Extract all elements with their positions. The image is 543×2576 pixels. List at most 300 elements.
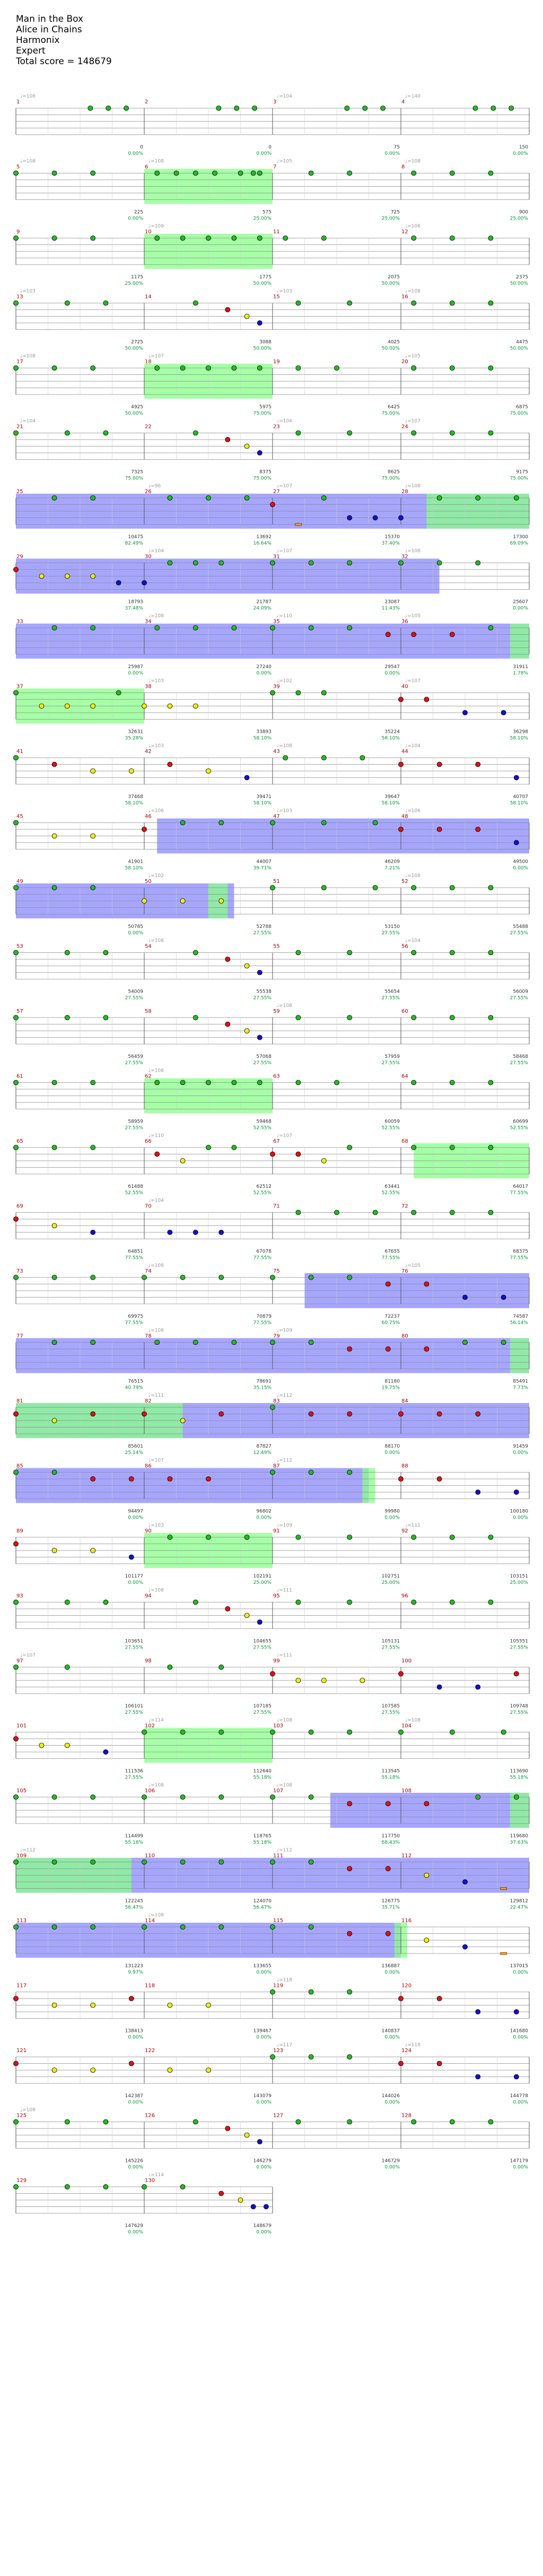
star-power-percent: 0.00% bbox=[128, 216, 143, 222]
note-green bbox=[193, 301, 198, 305]
note-green bbox=[142, 1795, 147, 1800]
note-green bbox=[14, 690, 19, 695]
note-green bbox=[450, 1080, 454, 1085]
note-green bbox=[283, 236, 288, 241]
note-green bbox=[244, 496, 249, 501]
note-green bbox=[14, 1470, 19, 1475]
note-green bbox=[244, 1535, 249, 1540]
note-green bbox=[321, 690, 326, 695]
star-power-percent: 58.10% bbox=[510, 735, 528, 741]
star-power-percent: 0.00% bbox=[513, 1970, 528, 1975]
note-green bbox=[488, 1600, 493, 1605]
star-power-percent: 27.55% bbox=[253, 1710, 272, 1715]
measure-score: 122245 bbox=[125, 1898, 143, 1904]
note-green bbox=[309, 171, 313, 176]
tempo-marking: ♩=108 bbox=[277, 743, 292, 749]
measure-score: 29547 bbox=[384, 664, 400, 670]
star-power-percent: 0.00% bbox=[384, 151, 400, 156]
note-yellow bbox=[52, 1548, 57, 1553]
note-red bbox=[52, 762, 57, 767]
note-blue bbox=[116, 581, 121, 585]
measure-score: 8375 bbox=[259, 469, 272, 475]
note-green bbox=[52, 1470, 57, 1475]
note-green bbox=[373, 1210, 378, 1215]
note-green bbox=[488, 366, 493, 371]
note-green bbox=[347, 626, 352, 630]
note-red bbox=[14, 567, 19, 572]
note-green bbox=[252, 106, 257, 111]
measure-number: 70 bbox=[145, 1203, 152, 1210]
measure-number: 109 bbox=[16, 1853, 27, 1859]
measure-score: 39647 bbox=[384, 794, 400, 800]
note-green bbox=[52, 236, 57, 241]
note-red bbox=[399, 827, 404, 832]
note-red bbox=[142, 1412, 147, 1416]
tempo-marking: ♩=112 bbox=[277, 1458, 292, 1464]
note-green bbox=[450, 1210, 454, 1215]
tempo-marking: ♩=111 bbox=[405, 1523, 421, 1528]
note-yellow bbox=[238, 2198, 243, 2203]
note-green bbox=[52, 1145, 57, 1150]
tempo-marking: ♩=109 bbox=[277, 1328, 292, 1334]
star-power-percent: 11.43% bbox=[381, 606, 400, 611]
star-power-percent: 27.55% bbox=[381, 931, 400, 936]
note-blue bbox=[257, 970, 262, 975]
measure-number: 36 bbox=[401, 619, 408, 625]
note-green bbox=[257, 236, 262, 241]
measure-score: 144026 bbox=[381, 2093, 400, 2099]
measure-score: 114499 bbox=[125, 1834, 143, 1839]
note-green bbox=[347, 1535, 352, 1540]
star-power-percent: 27.55% bbox=[510, 931, 528, 936]
note-green bbox=[347, 2055, 352, 2060]
note-red bbox=[437, 2061, 442, 2066]
note-green bbox=[91, 1925, 95, 1930]
note-green bbox=[193, 1015, 198, 1020]
measure-number: 98 bbox=[145, 1658, 152, 1664]
measure-score: 102191 bbox=[253, 1574, 272, 1579]
measure-score: 117750 bbox=[381, 1834, 400, 1839]
note-green bbox=[347, 1145, 352, 1150]
note-red bbox=[437, 1996, 442, 2001]
note-green bbox=[52, 171, 57, 176]
note-green bbox=[206, 496, 211, 501]
note-green bbox=[488, 1080, 493, 1085]
note-green bbox=[206, 1145, 211, 1150]
note-green bbox=[91, 366, 95, 371]
note-green bbox=[488, 1015, 493, 1020]
note-red bbox=[14, 2061, 19, 2066]
measure-score: 67078 bbox=[256, 1249, 272, 1255]
tempo-marking: ♩=110 bbox=[277, 614, 292, 619]
star-power-percent: 0.00% bbox=[256, 671, 272, 676]
measure-score: 107185 bbox=[253, 1704, 272, 1709]
note-green bbox=[347, 301, 352, 305]
note-green bbox=[488, 236, 493, 241]
measure-score: 15370 bbox=[384, 535, 400, 540]
note-green bbox=[142, 1925, 147, 1930]
measure-number: 19 bbox=[273, 359, 280, 365]
note-red bbox=[399, 1412, 404, 1416]
star-power-percent: 0.00% bbox=[513, 2165, 528, 2170]
measure-score: 72237 bbox=[384, 1314, 400, 1319]
measure-number: 119 bbox=[273, 1983, 284, 1989]
note-green bbox=[335, 1080, 339, 1085]
star-power-percent: 0.00% bbox=[513, 2100, 528, 2105]
star-power-percent: 58.10% bbox=[510, 801, 528, 806]
measure-number: 18 bbox=[145, 359, 152, 365]
note-blue bbox=[463, 1295, 468, 1300]
star-power-percent: 25.14% bbox=[125, 1450, 143, 1456]
tempo-marking: ♩=103 bbox=[148, 678, 164, 684]
measure-number: 51 bbox=[273, 879, 280, 884]
note-green bbox=[103, 1600, 108, 1605]
tempo-marking: ♩=104 bbox=[277, 94, 292, 99]
star-power-percent: 25.00% bbox=[125, 281, 143, 286]
note-green bbox=[155, 626, 160, 630]
note-yellow bbox=[39, 574, 44, 579]
measure-score: 27240 bbox=[256, 664, 272, 670]
note-green bbox=[14, 1080, 19, 1085]
star-power-percent: 25.00% bbox=[510, 216, 528, 222]
note-green bbox=[411, 2119, 416, 2124]
note-green bbox=[91, 1145, 95, 1150]
note-red bbox=[399, 1671, 404, 1676]
measure-score: 53150 bbox=[384, 924, 400, 930]
note-green bbox=[234, 106, 239, 111]
note-green bbox=[106, 106, 111, 111]
note-green bbox=[296, 1600, 301, 1605]
note-green bbox=[52, 496, 57, 501]
note-green bbox=[411, 886, 416, 890]
note-green bbox=[488, 626, 493, 630]
measure-number: 102 bbox=[145, 1723, 155, 1729]
star-power-percent: 0.00% bbox=[128, 671, 143, 676]
star-power-percent: 52.55% bbox=[125, 1190, 143, 1196]
measure-number: 31 bbox=[273, 554, 280, 560]
measure-number: 45 bbox=[16, 813, 23, 820]
measure-number: 26 bbox=[145, 489, 152, 495]
note-green bbox=[14, 236, 19, 241]
note-green bbox=[450, 301, 454, 305]
note-green bbox=[91, 626, 95, 630]
tempo-marking: ♩=104 bbox=[148, 1198, 164, 1204]
note-blue bbox=[129, 1555, 134, 1559]
note-yellow bbox=[321, 1159, 326, 1163]
note-green bbox=[168, 496, 172, 501]
note-green bbox=[450, 171, 454, 176]
note-green bbox=[270, 1990, 275, 1994]
note-red bbox=[437, 1477, 442, 1482]
song-title: Man in the Box bbox=[16, 14, 84, 24]
measure-score: 76515 bbox=[128, 1379, 143, 1385]
star-power-percent: 27.55% bbox=[510, 1645, 528, 1651]
note-blue bbox=[257, 2140, 262, 2144]
star-power-percent: 0.00% bbox=[513, 2035, 528, 2040]
measure-score: 142387 bbox=[125, 2093, 143, 2099]
measure-number: 5 bbox=[16, 164, 20, 170]
note-green bbox=[335, 366, 339, 371]
note-green bbox=[488, 1535, 493, 1540]
note-red bbox=[476, 762, 480, 767]
note-yellow bbox=[52, 1223, 57, 1228]
note-orange bbox=[501, 1888, 507, 1890]
note-red bbox=[437, 827, 442, 832]
note-green bbox=[450, 1600, 454, 1605]
tempo-marking: ♩=103 bbox=[148, 743, 164, 749]
measure-score: 52788 bbox=[256, 924, 272, 930]
measure-number: 125 bbox=[16, 2113, 27, 2119]
measure-score: 6425 bbox=[388, 405, 400, 410]
measure-score: 124070 bbox=[253, 1898, 272, 1904]
star-power-percent: 0.00% bbox=[513, 1450, 528, 1456]
tempo-marking: ♩=111 bbox=[277, 1588, 292, 1593]
note-red bbox=[347, 1412, 352, 1416]
note-green bbox=[360, 756, 365, 760]
measure-number: 39 bbox=[273, 684, 280, 690]
measure-score: 102751 bbox=[381, 1574, 400, 1579]
measure-score: 138413 bbox=[125, 2028, 143, 2034]
note-red bbox=[347, 1347, 352, 1352]
note-red bbox=[225, 437, 230, 442]
tempo-marking: ♩=118 bbox=[277, 1977, 292, 1983]
note-green bbox=[65, 1600, 69, 1605]
note-green bbox=[52, 1080, 57, 1085]
measure-number: 24 bbox=[401, 424, 408, 430]
measure-number: 122 bbox=[145, 2048, 155, 2054]
note-green bbox=[309, 626, 313, 630]
note-green bbox=[347, 1600, 352, 1605]
star-power-percent: 0.00% bbox=[513, 151, 528, 156]
measure-number: 1 bbox=[16, 99, 20, 105]
note-green bbox=[363, 106, 367, 111]
measure-number: 48 bbox=[401, 813, 408, 820]
note-red bbox=[437, 762, 442, 767]
measure-score: 137015 bbox=[510, 1964, 528, 1969]
note-red bbox=[437, 1412, 442, 1416]
note-green bbox=[180, 820, 185, 825]
note-blue bbox=[168, 1230, 172, 1235]
measure-number: 75 bbox=[273, 1268, 280, 1274]
measure-score: 64017 bbox=[513, 1184, 528, 1189]
note-yellow bbox=[168, 704, 172, 708]
note-green bbox=[399, 1730, 404, 1734]
measure-number: 34 bbox=[145, 619, 152, 625]
note-green bbox=[450, 886, 454, 890]
star-power-percent: 0.00% bbox=[513, 1515, 528, 1521]
measure-score: 60699 bbox=[513, 1119, 528, 1125]
note-yellow bbox=[91, 834, 95, 838]
measure-number: 92 bbox=[401, 1528, 408, 1534]
star-power-percent: 0.00% bbox=[128, 931, 143, 936]
note-red bbox=[91, 1412, 95, 1416]
measure-number: 95 bbox=[273, 1593, 280, 1599]
note-green bbox=[213, 171, 217, 176]
measure-number: 83 bbox=[273, 1398, 280, 1404]
note-green bbox=[411, 236, 416, 241]
note-green bbox=[155, 1080, 160, 1085]
note-green bbox=[206, 366, 211, 371]
note-green bbox=[345, 106, 349, 111]
note-red bbox=[225, 1022, 230, 1027]
tempo-marking: ♩=111 bbox=[277, 1653, 292, 1658]
measure-score: 725 bbox=[390, 209, 400, 215]
tempo-marking: ♩=107 bbox=[277, 548, 292, 554]
note-red bbox=[411, 632, 416, 637]
note-green bbox=[411, 1080, 416, 1085]
note-green bbox=[347, 1990, 352, 1994]
note-green bbox=[180, 1925, 185, 1930]
note-red bbox=[155, 1152, 160, 1156]
note-green bbox=[257, 1080, 262, 1085]
note-yellow bbox=[219, 899, 224, 904]
tempo-marking: ♩=104 bbox=[20, 418, 36, 424]
measure-score: 0 bbox=[140, 145, 143, 150]
measure-number: 57 bbox=[16, 1009, 23, 1014]
star-power-percent: 35.71% bbox=[381, 1905, 400, 1911]
measure-number: 79 bbox=[273, 1333, 280, 1339]
note-green bbox=[155, 366, 160, 371]
note-green bbox=[501, 1340, 506, 1345]
star-power-percent: 0.00% bbox=[128, 151, 143, 156]
note-green bbox=[309, 1340, 313, 1345]
star-power-percent: 55.18% bbox=[125, 1840, 143, 1845]
star-power-percent: 77.55% bbox=[510, 1255, 528, 1261]
measure-score: 37468 bbox=[128, 794, 143, 800]
measure-score: 78691 bbox=[256, 1379, 272, 1385]
measure-number: 93 bbox=[16, 1593, 23, 1599]
measure-number: 126 bbox=[145, 2113, 155, 2119]
measure-score: 75 bbox=[393, 145, 400, 150]
note-red bbox=[386, 1801, 390, 1806]
measure-number: 115 bbox=[273, 1918, 284, 1924]
note-green bbox=[103, 2119, 108, 2124]
star-power-percent: 9.97% bbox=[128, 1970, 143, 1975]
measure-score: 3088 bbox=[259, 339, 272, 345]
note-red bbox=[399, 2061, 404, 2066]
note-yellow bbox=[65, 1743, 69, 1748]
star-power-percent: 27.55% bbox=[510, 1061, 528, 1066]
star-power-percent: 37.63% bbox=[510, 1840, 528, 1845]
star-power-percent: 50.00% bbox=[125, 346, 143, 352]
measure-number: 104 bbox=[401, 1723, 412, 1729]
note-red bbox=[450, 632, 454, 637]
star-power-percent: 39.71% bbox=[253, 865, 272, 871]
measure-number: 28 bbox=[401, 489, 408, 495]
note-yellow bbox=[244, 963, 249, 968]
measure-score: 4925 bbox=[131, 405, 143, 410]
measure-number: 117 bbox=[16, 1983, 27, 1989]
measure-score: 91459 bbox=[513, 1444, 528, 1449]
star-power-percent: 37.48% bbox=[125, 606, 143, 611]
note-green bbox=[193, 626, 198, 630]
star-power-percent: 0.00% bbox=[256, 1515, 272, 1521]
note-green bbox=[450, 1730, 454, 1734]
note-red bbox=[129, 1477, 134, 1482]
note-green bbox=[65, 301, 69, 305]
note-red bbox=[225, 308, 230, 312]
measure-number: 35 bbox=[273, 619, 280, 625]
tempo-marking: ♩=114 bbox=[148, 2172, 164, 2178]
measure-number: 97 bbox=[16, 1658, 23, 1664]
note-green bbox=[14, 1925, 19, 1930]
star-power-percent: 75.00% bbox=[510, 411, 528, 416]
note-green bbox=[180, 1860, 185, 1864]
note-green bbox=[14, 1015, 19, 1020]
note-green bbox=[52, 1925, 57, 1930]
note-green bbox=[14, 2119, 19, 2124]
note-red bbox=[270, 502, 275, 507]
star-power-percent: 58.10% bbox=[253, 801, 272, 806]
measure-score: 144778 bbox=[510, 2093, 528, 2099]
star-power-percent: 0.00% bbox=[513, 606, 528, 611]
star-power-percent: 0.00% bbox=[128, 2035, 143, 2040]
note-green bbox=[14, 1600, 19, 1605]
star-power-percent: 77.55% bbox=[253, 1255, 272, 1261]
tempo-marking: ♩=108 bbox=[277, 1003, 292, 1009]
note-blue bbox=[244, 775, 249, 780]
note-green bbox=[91, 496, 95, 501]
note-yellow bbox=[244, 1029, 249, 1033]
star-power-percent: 27.55% bbox=[510, 1710, 528, 1715]
star-power-percent: 27.55% bbox=[253, 1061, 272, 1066]
tempo-marking: ♩=103 bbox=[277, 288, 292, 294]
note-blue bbox=[514, 2074, 519, 2079]
note-green bbox=[14, 1665, 19, 1670]
note-green bbox=[52, 1860, 57, 1864]
star-power-percent: 27.55% bbox=[381, 1645, 400, 1651]
note-green bbox=[309, 1730, 313, 1734]
measure-score: 5975 bbox=[259, 405, 272, 410]
note-green bbox=[501, 1730, 506, 1734]
note-green bbox=[193, 560, 198, 565]
tempo-marking: ♩=112 bbox=[20, 1847, 36, 1853]
measure-number: 8 bbox=[401, 164, 405, 170]
measure-number: 2 bbox=[145, 99, 148, 105]
note-green bbox=[270, 626, 275, 630]
note-green bbox=[488, 950, 493, 955]
star-power-percent: 52.55% bbox=[253, 1190, 272, 1196]
measure-score: 129812 bbox=[510, 1898, 528, 1904]
measure-score: 131223 bbox=[125, 1964, 143, 1969]
note-red bbox=[386, 632, 390, 637]
star-power-percent: 35.28% bbox=[125, 735, 143, 741]
measure-number: 12 bbox=[401, 229, 408, 235]
note-green bbox=[476, 1795, 480, 1800]
note-red bbox=[424, 1347, 429, 1352]
measure-score: 50785 bbox=[128, 924, 143, 930]
note-green bbox=[476, 560, 480, 565]
note-green bbox=[88, 106, 93, 111]
measure-score: 112640 bbox=[253, 1768, 272, 1774]
note-yellow bbox=[321, 1678, 326, 1683]
tempo-marking: ♩=108 bbox=[148, 1068, 164, 1074]
star-power-percent: 0.00% bbox=[513, 865, 528, 871]
measure-number: 74 bbox=[145, 1268, 152, 1274]
star-power-percent: 7.73% bbox=[513, 1385, 528, 1391]
note-yellow bbox=[244, 2133, 249, 2137]
measure-number: 13 bbox=[16, 294, 23, 300]
measure-score: 2725 bbox=[131, 339, 143, 345]
note-green bbox=[155, 1340, 160, 1345]
note-green bbox=[347, 950, 352, 955]
note-green bbox=[91, 171, 95, 176]
tempo-marking: ♩=111 bbox=[148, 1393, 164, 1398]
measure-score: 81180 bbox=[384, 1379, 400, 1385]
measure-score: 575 bbox=[262, 209, 272, 215]
star-power-percent: 0.00% bbox=[128, 2230, 143, 2235]
measure-score: 146279 bbox=[253, 2158, 272, 2164]
